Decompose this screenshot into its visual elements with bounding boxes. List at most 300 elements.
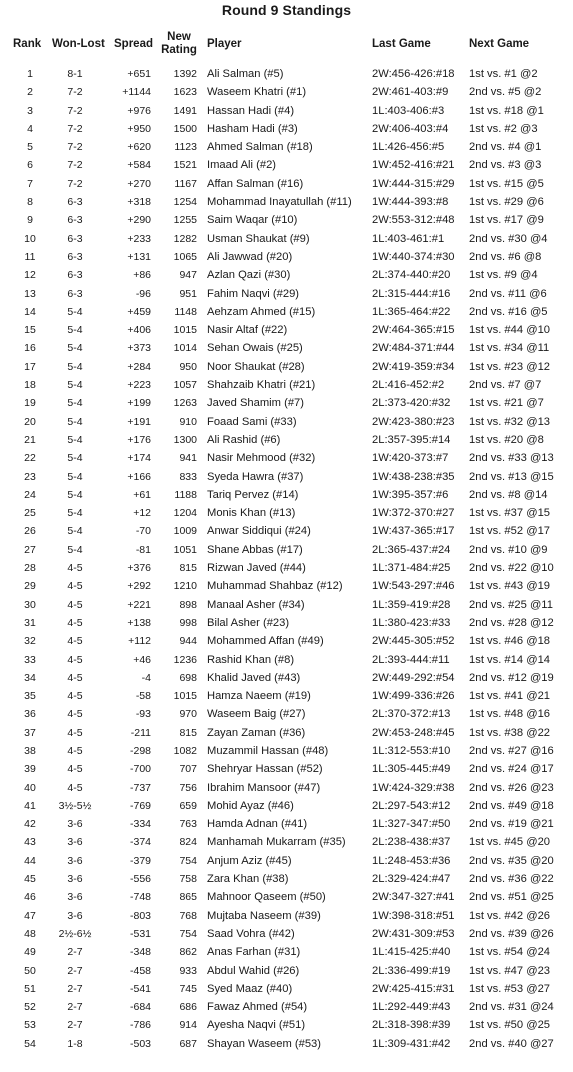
won-lost-cell: 7-2 <box>67 86 83 99</box>
last-game-cell: 1L:309-431:#42 <box>372 1037 451 1050</box>
player-cell: Saad Vohra (#42) <box>207 927 295 940</box>
rank-cell: 21 <box>24 433 36 446</box>
spread-cell: +46 <box>133 653 151 666</box>
spread-cell: -748 <box>129 891 151 904</box>
player-cell: Mohid Ayaz (#46) <box>207 799 294 812</box>
rank-cell: 30 <box>24 598 36 611</box>
spread-cell: -379 <box>129 854 151 867</box>
table-row <box>0 1035 573 1053</box>
rating-cell: 1300 <box>173 433 197 446</box>
table-row <box>0 102 573 120</box>
last-game-cell: 1W:452-416:#21 <box>372 159 455 172</box>
header-new-rating-line1: New <box>167 31 191 43</box>
spread-cell: +950 <box>127 122 151 135</box>
next-game-cell: 2nd vs. #19 @21 <box>469 818 554 831</box>
last-game-cell: 1W:398-318:#51 <box>372 909 455 922</box>
table-row <box>0 632 573 650</box>
last-game-cell: 1L:365-464:#22 <box>372 305 451 318</box>
spread-cell: +112 <box>128 635 151 648</box>
won-lost-cell: 2½-6½ <box>58 927 92 940</box>
last-game-cell: 1L:359-419:#28 <box>372 598 451 611</box>
table-row <box>0 760 573 778</box>
rank-cell: 11 <box>24 250 36 263</box>
rating-cell: 1255 <box>173 214 197 227</box>
won-lost-cell: 4-5 <box>67 763 83 776</box>
table-row <box>0 193 573 211</box>
spread-cell: +976 <box>127 104 151 117</box>
rank-cell: 53 <box>24 1019 36 1032</box>
spread-cell: +221 <box>127 598 151 611</box>
player-cell: Anwar Siddiqui (#24) <box>207 525 311 538</box>
last-game-cell: 1L:403-406:#3 <box>372 104 445 117</box>
spread-cell: -786 <box>129 1019 151 1032</box>
spread-cell: +174 <box>127 452 151 465</box>
last-game-cell: 2L:315-444:#16 <box>372 287 451 300</box>
rating-cell: 947 <box>179 269 197 282</box>
spread-cell: -769 <box>129 799 151 812</box>
table-row <box>0 779 573 797</box>
rank-cell: 49 <box>24 946 36 959</box>
spread-cell: +86 <box>133 269 151 282</box>
won-lost-cell: 3-6 <box>67 909 83 922</box>
won-lost-cell: 8-1 <box>67 68 83 80</box>
last-game-cell: 2L:238-438:#37 <box>372 836 451 849</box>
table-row <box>0 559 573 577</box>
header-rank: Rank <box>13 38 42 50</box>
last-game-cell: 1L:292-449:#43 <box>372 1001 451 1014</box>
rating-cell: 659 <box>179 799 197 812</box>
spread-cell: +176 <box>127 433 151 446</box>
last-game-cell: 1W:444-393:#8 <box>372 196 449 209</box>
rank-cell: 40 <box>24 781 36 794</box>
rating-cell: 768 <box>179 909 197 922</box>
player-cell: Ahmed Salman (#18) <box>207 141 313 154</box>
player-cell: Javed Shamim (#7) <box>207 397 304 410</box>
rating-cell: 944 <box>179 635 197 648</box>
next-game-cell: 2nd vs. #27 @16 <box>469 744 554 757</box>
won-lost-cell: 3-6 <box>67 891 83 904</box>
rank-cell: 24 <box>24 488 36 501</box>
rank-cell: 14 <box>24 305 36 318</box>
spread-cell: -458 <box>129 964 151 977</box>
rating-cell: 1204 <box>173 507 197 520</box>
rank-cell: 41 <box>24 799 36 812</box>
last-game-cell: 2W:347-327:#41 <box>372 891 455 904</box>
standings-table <box>0 65 573 1053</box>
won-lost-cell: 4-5 <box>67 690 83 703</box>
last-game-cell: 2L:357-395:#14 <box>372 433 451 446</box>
player-cell: Hasham Hadi (#3) <box>207 122 298 135</box>
spread-cell: +270 <box>127 177 151 190</box>
last-game-cell: 2L:329-424:#47 <box>372 873 451 886</box>
next-game-cell: 2nd vs. #51 @25 <box>469 891 554 904</box>
rating-cell: 1015 <box>173 690 197 703</box>
last-game-cell: 1W:499-336:#26 <box>372 690 455 703</box>
next-game-cell: 2nd vs. #28 @12 <box>469 616 554 629</box>
next-game-cell: 2nd vs. #5 @2 <box>469 86 542 99</box>
next-game-cell: 1st vs. #52 @17 <box>469 525 551 538</box>
header-last-game: Last Game <box>372 38 431 50</box>
won-lost-cell: 5-4 <box>67 324 83 337</box>
rank-cell: 13 <box>24 287 36 300</box>
rating-cell: 756 <box>179 781 197 794</box>
player-cell: Mohammed Affan (#49) <box>207 635 324 648</box>
rank-cell: 51 <box>24 982 36 995</box>
spread-cell: +131 <box>127 250 151 263</box>
next-game-cell: 2nd vs. #39 @26 <box>469 927 554 940</box>
spread-cell: +138 <box>127 616 151 629</box>
won-lost-cell: 3-6 <box>67 854 83 867</box>
player-cell: Hamza Naeem (#19) <box>207 690 311 703</box>
player-cell: Bilal Asher (#23) <box>207 616 290 629</box>
player-cell: Shehryar Hassan (#52) <box>207 763 323 776</box>
won-lost-cell: 5-4 <box>67 525 83 538</box>
next-game-cell: 1st vs. #43 @19 <box>469 580 551 593</box>
spread-cell: +191 <box>127 415 151 428</box>
player-cell: Sehan Owais (#25) <box>207 342 303 355</box>
last-game-cell: 1W:444-315:#29 <box>372 177 455 190</box>
player-cell: Fawaz Ahmed (#54) <box>207 1001 308 1014</box>
spread-cell: -96 <box>135 287 151 300</box>
won-lost-cell: 5-4 <box>67 415 83 428</box>
next-game-cell: 2nd vs. #26 @23 <box>469 781 554 794</box>
next-game-cell: 2nd vs. #22 @10 <box>469 562 554 575</box>
rank-cell: 32 <box>24 635 36 648</box>
rating-cell: 1210 <box>173 580 197 593</box>
rating-cell: 1014 <box>173 342 197 355</box>
last-game-cell: 1L:371-484:#25 <box>372 562 451 575</box>
rating-cell: 815 <box>179 562 197 575</box>
table-row <box>0 394 573 412</box>
table-row <box>0 449 573 467</box>
rating-cell: 1057 <box>173 379 197 392</box>
won-lost-cell: 3-6 <box>67 818 83 831</box>
rating-cell: 1521 <box>173 159 197 172</box>
table-row <box>0 888 573 906</box>
table-row <box>0 211 573 229</box>
player-cell: Aehzam Ahmed (#15) <box>207 305 316 318</box>
table-row <box>0 815 573 833</box>
spread-cell: +1144 <box>122 86 151 99</box>
next-game-cell: 1st vs. #23 @12 <box>469 360 551 373</box>
last-game-cell: 1L:312-553:#10 <box>372 744 451 757</box>
table-row <box>0 376 573 394</box>
table-row <box>0 907 573 925</box>
table-row <box>0 230 573 248</box>
next-game-cell: 1st vs. #50 @25 <box>469 1019 551 1032</box>
spread-cell: -531 <box>129 927 151 940</box>
rank-cell: 47 <box>24 909 36 922</box>
table-row <box>0 925 573 943</box>
next-game-cell: 2nd vs. #12 @19 <box>469 671 554 684</box>
player-cell: Noor Shaukat (#28) <box>207 360 305 373</box>
won-lost-cell: 6-3 <box>67 287 83 300</box>
last-game-cell: 1W:395-357:#6 <box>372 488 449 501</box>
rank-cell: 35 <box>24 690 36 703</box>
last-game-cell: 2L:370-372:#13 <box>372 708 451 721</box>
last-game-cell: 2W:456-426:#18 <box>372 68 455 80</box>
rating-cell: 1123 <box>174 141 197 154</box>
won-lost-cell: 5-4 <box>67 452 83 465</box>
player-cell: Affan Salman (#16) <box>207 177 304 190</box>
won-lost-cell: 5-4 <box>67 342 83 355</box>
next-game-cell: 1st vs. #48 @16 <box>469 708 551 721</box>
table-row <box>0 339 573 357</box>
rating-cell: 1167 <box>174 177 197 190</box>
last-game-cell: 2W:461-403:#9 <box>372 86 449 99</box>
next-game-cell: 2nd vs. #40 @27 <box>469 1037 554 1050</box>
rating-cell: 970 <box>179 708 197 721</box>
won-lost-cell: 6-3 <box>67 232 83 245</box>
won-lost-cell: 2-7 <box>67 1019 83 1032</box>
player-cell: Mahnoor Qaseem (#50) <box>207 891 326 904</box>
next-game-cell: 1st vs. #20 @8 <box>469 433 544 446</box>
spread-cell: -93 <box>135 708 151 721</box>
rank-cell: 48 <box>24 927 36 940</box>
rank-cell: 36 <box>24 708 36 721</box>
spread-cell: +292 <box>127 580 151 593</box>
last-game-cell: 2L:393-444:#11 <box>372 653 450 666</box>
spread-cell: +584 <box>127 159 151 172</box>
spread-cell: +223 <box>127 379 151 392</box>
player-cell: Hamda Adnan (#41) <box>207 818 308 831</box>
spread-cell: -541 <box>129 982 151 995</box>
player-cell: Mujtaba Naseem (#39) <box>207 909 321 922</box>
won-lost-cell: 4-5 <box>67 580 83 593</box>
won-lost-cell: 2-7 <box>67 964 83 977</box>
table-row <box>0 833 573 851</box>
next-game-cell: 2nd vs. #10 @9 <box>469 543 548 556</box>
table-row <box>0 175 573 193</box>
rating-cell: 898 <box>179 598 197 611</box>
table-row <box>0 705 573 723</box>
rank-cell: 31 <box>24 616 36 629</box>
table-row <box>0 742 573 760</box>
spread-cell: -58 <box>135 690 151 703</box>
spread-cell: +406 <box>127 324 151 337</box>
won-lost-cell: 4-5 <box>67 635 83 648</box>
header-new-rating <box>161 31 197 57</box>
rating-cell: 950 <box>179 360 197 373</box>
next-game-cell: 2nd vs. #8 @14 <box>469 488 548 501</box>
player-cell: Shayan Waseem (#53) <box>207 1037 321 1050</box>
won-lost-cell: 4-5 <box>67 744 83 757</box>
rank-cell: 20 <box>24 415 36 428</box>
header-player: Player <box>207 38 242 50</box>
next-game-cell: 1st vs. #41 @21 <box>469 690 551 703</box>
rating-cell: 1623 <box>173 86 197 99</box>
won-lost-cell: 2-7 <box>67 946 83 959</box>
next-game-cell: 2nd vs. #4 @1 <box>469 141 542 154</box>
won-lost-cell: 5-4 <box>67 379 83 392</box>
next-game-cell: 2nd vs. #16 @5 <box>469 305 548 318</box>
won-lost-cell: 4-5 <box>67 653 83 666</box>
table-row <box>0 614 573 632</box>
rank-cell: 12 <box>24 269 36 282</box>
spread-cell: -374 <box>129 836 151 849</box>
spread-cell: -348 <box>129 946 151 959</box>
rating-cell: 998 <box>179 616 197 629</box>
next-game-cell: 2nd vs. #36 @22 <box>469 873 554 886</box>
rating-cell: 1282 <box>173 232 197 245</box>
table-row <box>0 687 573 705</box>
rank-cell: 28 <box>24 562 36 575</box>
last-game-cell: 1W:543-297:#46 <box>372 580 455 593</box>
next-game-cell: 2nd vs. #33 @13 <box>469 452 554 465</box>
rating-cell: 1392 <box>173 68 197 80</box>
rank-cell: 39 <box>24 763 36 776</box>
rank-cell: 37 <box>24 726 36 739</box>
won-lost-cell: 4-5 <box>67 562 83 575</box>
rank-cell: 44 <box>24 854 36 867</box>
table-row <box>0 541 573 559</box>
rank-cell: 29 <box>24 580 36 593</box>
rating-cell: 951 <box>179 287 197 300</box>
rank-cell: 1 <box>27 68 33 80</box>
won-lost-cell: 7-2 <box>67 122 83 135</box>
won-lost-cell: 6-3 <box>67 250 83 263</box>
player-cell: Manhamah Mukarram (#35) <box>207 836 346 849</box>
spread-cell: +620 <box>127 141 151 154</box>
last-game-cell: 2W:406-403:#4 <box>372 122 449 135</box>
rating-cell: 1082 <box>173 744 197 757</box>
won-lost-cell: 2-7 <box>67 1001 83 1014</box>
spread-cell: +459 <box>127 305 151 318</box>
last-game-cell: 2L:374-440:#20 <box>372 269 451 282</box>
table-row <box>0 413 573 431</box>
next-game-cell: 1st vs. #2 @3 <box>469 122 538 135</box>
rank-cell: 46 <box>24 891 36 904</box>
table-row <box>0 321 573 339</box>
won-lost-cell: 4-5 <box>67 616 83 629</box>
spread-cell: +318 <box>127 196 151 209</box>
player-cell: Ibrahim Mansoor (#47) <box>207 781 321 794</box>
rating-cell: 1254 <box>173 196 197 209</box>
next-game-cell: 2nd vs. #25 @11 <box>469 598 553 611</box>
rank-cell: 27 <box>24 543 36 556</box>
player-cell: Manaal Asher (#34) <box>207 598 305 611</box>
next-game-cell: 1st vs. #9 @4 <box>469 269 538 282</box>
table-row <box>0 980 573 998</box>
table-row <box>0 468 573 486</box>
won-lost-cell: 4-5 <box>67 726 83 739</box>
rank-cell: 8 <box>27 196 33 209</box>
next-game-cell: 1st vs. #32 @13 <box>469 415 551 428</box>
rating-cell: 1491 <box>173 104 197 117</box>
won-lost-cell: 6-3 <box>67 214 83 227</box>
won-lost-cell: 3½-5½ <box>58 799 92 812</box>
rating-cell: 1009 <box>173 525 197 538</box>
next-game-cell: 2nd vs. #6 @8 <box>469 250 542 263</box>
next-game-cell: 1st vs. #37 @15 <box>469 507 551 520</box>
table-row <box>0 998 573 1016</box>
spread-cell: -70 <box>135 525 151 538</box>
last-game-cell: 2L:365-437:#24 <box>372 543 451 556</box>
table-row <box>0 65 573 83</box>
table-row <box>0 577 573 595</box>
rating-cell: 914 <box>179 1019 197 1032</box>
spread-cell: -298 <box>129 744 151 757</box>
player-cell: Mohammad Inayatullah (#11) <box>207 196 352 209</box>
spread-cell: +61 <box>133 488 151 501</box>
table-row <box>0 83 573 101</box>
next-game-cell: 2nd vs. #3 @3 <box>469 159 542 172</box>
next-game-cell: 1st vs. #46 @18 <box>469 635 551 648</box>
player-cell: Waseem Baig (#27) <box>207 708 306 721</box>
next-game-cell: 1st vs. #29 @6 <box>469 196 544 209</box>
player-cell: Ali Salman (#5) <box>207 68 284 80</box>
rank-cell: 50 <box>24 964 36 977</box>
last-game-cell: 2L:336-499:#19 <box>372 964 451 977</box>
player-cell: Syeda Hawra (#37) <box>207 470 304 483</box>
player-cell: Khalid Javed (#43) <box>207 671 301 684</box>
won-lost-cell: 7-2 <box>67 177 83 190</box>
table-row <box>0 156 573 174</box>
spread-cell: -503 <box>129 1037 151 1050</box>
player-cell: Tariq Pervez (#14) <box>207 488 299 501</box>
won-lost-cell: 2-7 <box>67 982 83 995</box>
rank-cell: 25 <box>24 507 36 520</box>
table-row <box>0 870 573 888</box>
player-cell: Shane Abbas (#17) <box>207 543 303 556</box>
rating-cell: 1015 <box>173 324 197 337</box>
won-lost-cell: 6-3 <box>67 269 83 282</box>
rating-cell: 754 <box>179 854 197 867</box>
last-game-cell: 1L:327-347:#50 <box>372 818 451 831</box>
next-game-cell: 1st vs. #15 @5 <box>469 177 544 190</box>
rank-cell: 5 <box>27 141 33 154</box>
last-game-cell: 1W:438-238:#35 <box>372 470 455 483</box>
last-game-cell: 2L:318-398:#39 <box>372 1019 451 1032</box>
next-game-cell: 2nd vs. #35 @20 <box>469 854 554 867</box>
rank-cell: 52 <box>24 1001 36 1014</box>
table-row <box>0 248 573 266</box>
table-row <box>0 138 573 156</box>
rank-cell: 33 <box>24 653 36 666</box>
rating-cell: 941 <box>179 452 197 465</box>
won-lost-cell: 3-6 <box>67 836 83 849</box>
last-game-cell: 1L:426-456:#5 <box>372 141 445 154</box>
spread-cell: +233 <box>127 232 151 245</box>
spread-cell: -803 <box>129 909 151 922</box>
spread-cell: -4 <box>141 671 151 684</box>
player-cell: Imaad Ali (#2) <box>207 159 277 172</box>
player-cell: Anas Farhan (#31) <box>207 946 301 959</box>
rating-cell: 815 <box>179 726 197 739</box>
header-new-rating-line2: Rating <box>161 44 197 56</box>
next-game-cell: 1st vs. #18 @1 <box>469 104 544 117</box>
rank-cell: 34 <box>24 671 36 684</box>
rank-cell: 4 <box>27 122 33 135</box>
spread-cell: +651 <box>127 68 151 80</box>
spread-cell: -556 <box>129 873 151 886</box>
table-row <box>0 358 573 376</box>
rating-cell: 707 <box>179 763 197 776</box>
player-cell: Rizwan Javed (#44) <box>207 562 306 575</box>
spread-cell: -211 <box>130 726 151 739</box>
last-game-cell: 2L:416-452:#2 <box>372 379 445 392</box>
spread-cell: +290 <box>127 214 151 227</box>
rank-cell: 45 <box>24 873 36 886</box>
spread-cell: +373 <box>127 342 151 355</box>
player-cell: Waseem Khatri (#1) <box>207 86 307 99</box>
table-row <box>0 266 573 284</box>
next-game-cell: 2nd vs. #30 @4 <box>469 232 548 245</box>
rating-cell: 862 <box>179 946 197 959</box>
table-row <box>0 1016 573 1034</box>
player-cell: Azlan Qazi (#30) <box>207 269 291 282</box>
table-row <box>0 669 573 687</box>
